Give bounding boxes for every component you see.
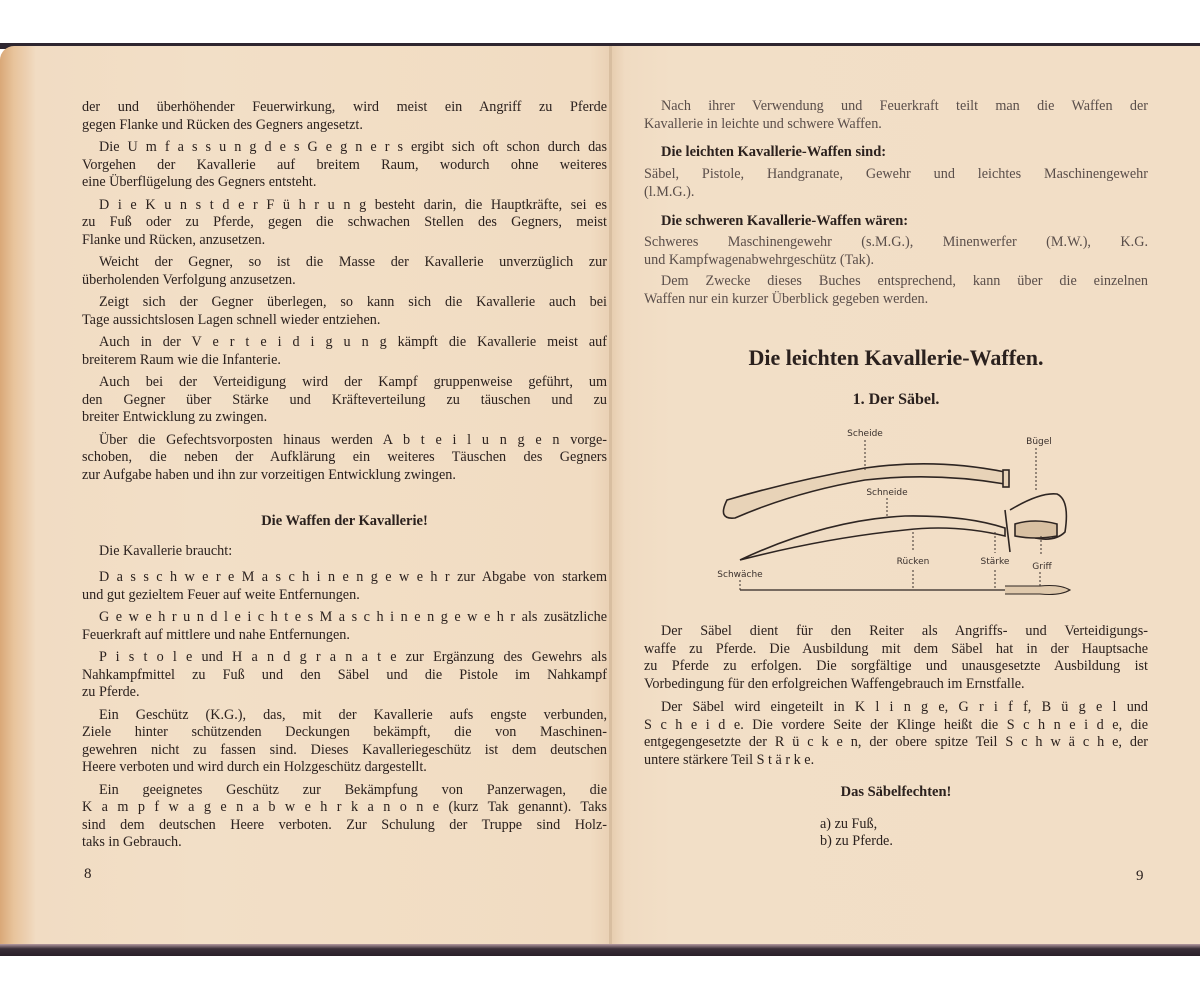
text-line: P i s t o l e und H a n d g r a n a t e zur Ergänzung des Gewehrs als (99, 649, 607, 665)
blade-drawing (740, 516, 1005, 560)
label-schneide: Schneide (866, 488, 908, 498)
text-line: Tage aussichtslosen Lagen schnell wieder entziehen. (82, 311, 381, 328)
text-line: Die U m f a s s u n g d e s G e g n e r s ergibt sich oft schon durch das (99, 139, 607, 155)
right-para-3 (644, 234, 1148, 269)
text-line: Flanke und Rücken, anzusetzen. (82, 231, 266, 248)
text-line: Feuerkraft auf mittlere und nahe Entfernungen. (82, 626, 350, 643)
label-griff: Griff (1032, 562, 1052, 572)
text-line: entgegengesetzte der R ü c k e n, der obere spitze Teil S c h w ä c h e, der (644, 734, 1148, 750)
right-para-5 (644, 623, 1148, 693)
paragraph (82, 294, 607, 329)
right-heading-light-weapons: Die leichten Kavallerie-Waffen sind: (661, 144, 887, 160)
text-line: S c h e i d e. Die vordere Seite der Klinge heißt die S c h n e i d e, die (644, 716, 1148, 733)
right-para-4 (644, 273, 1148, 308)
text-line: Schweres Maschinengewehr (s.M.G.), Minenwerfer (M.W.), K.G. (644, 234, 1148, 250)
text-line: breiterem Raum wie die Infanterie. (82, 351, 281, 368)
label-schwaeche: Schwäche (717, 570, 763, 580)
text-line: gewehren nicht zu fassen sind. Dieses Kavalleriegeschütz ist dem deutschen (82, 741, 607, 758)
fencing-item-foot: a) zu Fuß, (820, 816, 878, 832)
text-line: Ein geeignetes Geschütz zur Bekämpfung von Panzerwagen, die (99, 781, 607, 798)
text-line: Weicht der Gegner, so ist die Masse der Kavallerie unverzüglich zur (99, 254, 607, 270)
text-line: sind dem deutschen Heere verboten. Zur Schulung der Truppe sind Holz- (82, 816, 607, 833)
text-line: Waffen nur ein kurzer Überblick gegeben werden. (644, 290, 929, 307)
section-title: Die leichten Kavallerie-Waffen. (748, 345, 1044, 370)
left-intro: Die Kavallerie braucht: (99, 543, 233, 559)
text-line: schoben, die neben der Aufklärung ein weiteres Täuschen des Gegners (82, 449, 607, 465)
text-line: untere stärkere Teil S t ä r k e. (644, 751, 815, 768)
saber-diagram (705, 420, 1085, 610)
text-line: eine Überflügelung des Gegners entsteht. (82, 174, 317, 190)
right-para-1 (644, 98, 1148, 133)
paragraph (82, 197, 607, 250)
scabbard-mouth (1003, 470, 1009, 487)
text-line: Nahkampfmittel zu Fuß und den Säbel und die Pistole im Nahkampf (82, 666, 607, 683)
book-edge-bottom (0, 944, 1200, 956)
text-line: D a s s c h w e r e M a s c h i n e n g e w e h r zur Abgabe von starkem (99, 569, 607, 585)
paragraph (82, 254, 607, 289)
paragraph (82, 432, 607, 485)
text-line: zur Aufgabe haben und ihn zur vorzeitigen Entwicklung zwingen. (82, 466, 456, 483)
text-line: G e w e h r u n d l e i c h t e s M a s c h i n e n g e w e h r als zusätzliche (99, 609, 607, 625)
text-line: Ziele hinter schützenden Deckungen bekämpft, die von Maschinen- (82, 724, 607, 740)
text-line: zu Fuß oder zu Pferde, gegen die schwachen Stellen des Gegners, meist (82, 214, 607, 230)
text-line: Über die Gefechtsvorposten hinaus werden A b t e i l u n g e n vorge- (99, 431, 607, 448)
text-line: Dem Zwecke dieses Buches entsprechend, kann über die einzelnen (661, 273, 1148, 289)
text-line: K a m p f w a g e n a b w e h r k a n o n e (kurz Tak genannt). Taks (82, 799, 607, 815)
text-line: D i e K u n s t d e r F ü h r u n g besteht darin, die Hauptkräfte, sei es (99, 196, 607, 213)
paragraph (82, 609, 607, 644)
label-scheide: Scheide (847, 429, 883, 439)
text-line: Der Säbel wird eingeteilt in K l i n g e, G r i f f, B ü g e l und (661, 699, 1148, 715)
fencing-item-horse: b) zu Pferde. (820, 833, 893, 849)
text-line: taks in Gebrauch. (82, 834, 182, 850)
text-line: (l.M.G.). (644, 183, 695, 200)
book-gutter (609, 46, 612, 946)
text-line: Auch bei der Verteidigung wird der Kampf gruppenweise geführt, um (99, 374, 607, 390)
paragraph (82, 374, 607, 427)
scabbard-drawing (723, 464, 1005, 518)
left-heading: Die Waffen der Kavallerie! (261, 513, 428, 529)
grip-drawing (1015, 521, 1057, 538)
label-buegel: Bügel (1026, 437, 1052, 447)
label-staerke: Stärke (980, 557, 1010, 567)
text-line: Nach ihrer Verwendung und Feuerkraft teilt man die Waffen der (661, 98, 1148, 114)
page-number-right: 9 (1136, 868, 1144, 884)
text-line: Vorgehen der Kavallerie auf breitem Raum, wodurch ohne weiteres (82, 156, 607, 173)
paragraph (82, 569, 607, 604)
text-line: Heere verboten und wird durch ein Holzgeschütz dargestellt. (82, 759, 427, 775)
left-text-group-2 (82, 569, 607, 852)
text-line: zu Pferde zu erfolgen. Die sorgfältige und unausgesetzte Ausbildung ist (644, 658, 1148, 674)
text-line: Ein Geschütz (K.G.), das, mit der Kavallerie aufs engste verbunden, (99, 706, 607, 723)
paragraph (82, 782, 607, 852)
fencing-heading: Das Säbelfechten! (840, 784, 952, 800)
text-line: Säbel, Pistole, Handgranate, Gewehr und leichtes Maschinengewehr (644, 166, 1148, 182)
paragraph (82, 139, 607, 192)
paragraph (82, 334, 607, 369)
text-line: und Kampfwagenabwehrgeschütz (Tak). (644, 251, 874, 268)
right-para-6 (644, 699, 1148, 769)
text-line: Zeigt sich der Gegner überlegen, so kann sich die Kavallerie auch bei (99, 294, 607, 310)
text-line: und gut gezieltem Feuer auf weite Entfernungen. (82, 586, 360, 603)
text-line: überholenden Verfolgung anzusetzen. (82, 271, 296, 288)
text-line: Auch in der V e r t e i d i g u n g kämpft die Kavallerie meist auf (99, 334, 607, 350)
paragraph (82, 99, 607, 134)
label-ruecken: Rücken (896, 557, 930, 567)
text-line: den Gegner über Stärke und Kräfteverteilung zu täuschen und zu (82, 391, 607, 408)
text-line: waffe zu Pferde. Die Ausbildung mit dem Säbel hat in der Hauptsache (644, 640, 1148, 657)
page-number-left: 8 (84, 866, 92, 882)
right-para-2 (644, 166, 1148, 201)
paragraph (82, 707, 607, 777)
profile-hilt (1005, 586, 1070, 595)
left-text-group-1 (82, 99, 607, 484)
text-line: Kavallerie in leichte und schwere Waffen. (644, 115, 882, 132)
text-line: gegen Flanke und Rücken des Gegners angesetzt. (82, 116, 363, 133)
text-line: Der Säbel dient für den Reiter als Angriffs- und Verteidigungs- (661, 623, 1148, 639)
text-line: zu Pferde. (82, 684, 140, 700)
paragraph (82, 649, 607, 702)
subsection-title: 1. Der Säbel. (852, 391, 940, 408)
right-heading-heavy-weapons: Die schweren Kavallerie-Waffen wären: (661, 213, 909, 229)
text-line: breiter Entwicklung zu zwingen. (82, 409, 268, 425)
text-line: Vorbedingung für den erfolgreichen Waffengebrauch im Ernstfalle. (644, 675, 1025, 692)
text-line: der und überhöhender Feuerwirkung, wird meist ein Angriff zu Pferde (82, 99, 607, 115)
